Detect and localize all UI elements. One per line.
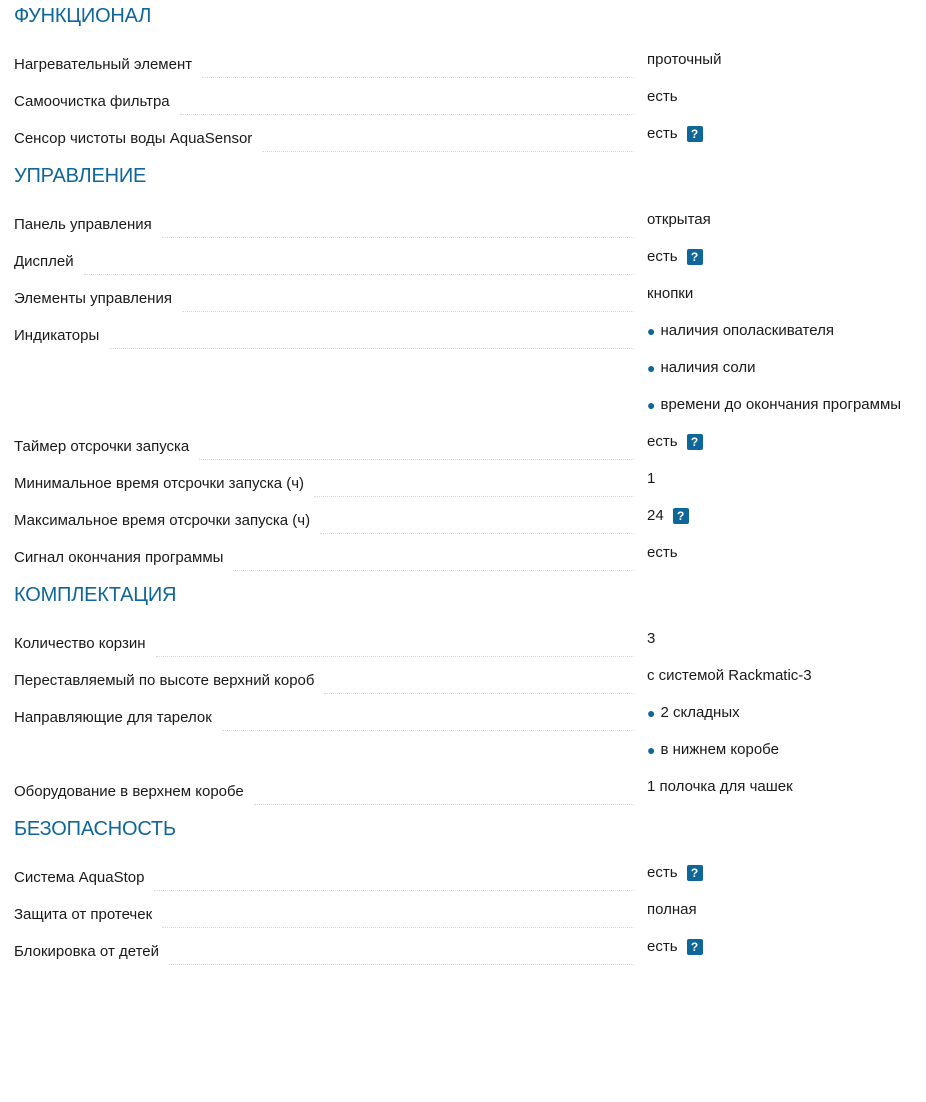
- spec-value: 1: [647, 470, 656, 487]
- help-icon[interactable]: ?: [687, 249, 703, 265]
- dotted-leader: [109, 347, 634, 349]
- spec-label-wrap: [14, 628, 634, 665]
- spec-value-column: [647, 702, 926, 776]
- spec-value: с системой Rackmatic-3: [647, 667, 812, 684]
- help-icon[interactable]: ?: [687, 434, 703, 450]
- spec-rows: [14, 209, 926, 579]
- spec-value: времени до окончания программы: [660, 396, 902, 413]
- spec-value: есть: [647, 864, 678, 881]
- spec-value: есть: [647, 125, 678, 142]
- bullet-icon: ●: [647, 704, 656, 721]
- dotted-leader: [180, 113, 634, 115]
- spec-section: [14, 813, 926, 973]
- dotted-leader: [84, 273, 634, 275]
- section-title: УПРАВЛЕНИЕ: [14, 165, 147, 187]
- spec-value-line: [647, 657, 926, 694]
- spec-value: в нижнем коробе: [660, 741, 779, 758]
- spec-label: Направляющие для тарелок: [14, 709, 222, 727]
- spec-value-line: [647, 534, 926, 571]
- spec-value: открытая: [647, 211, 711, 228]
- spec-value-line: [647, 854, 926, 891]
- spec-label: Количество корзин: [14, 635, 156, 653]
- spec-label-wrap: [14, 49, 634, 86]
- spec-label: Элементы управления: [14, 290, 182, 308]
- bullet-icon: ●: [647, 396, 656, 413]
- spec-label-wrap: [14, 862, 634, 899]
- spec-label: Индикаторы: [14, 327, 109, 345]
- spec-value: кнопки: [647, 285, 694, 302]
- spec-row: [14, 320, 926, 431]
- spec-label-wrap: [14, 431, 634, 468]
- help-icon[interactable]: ?: [687, 939, 703, 955]
- spec-label: Переставляемый по высоте верхний короб: [14, 672, 324, 690]
- spec-value-line: [647, 78, 926, 115]
- spec-value-line: [647, 423, 926, 460]
- bullet-icon: ●: [647, 359, 656, 376]
- spec-value: наличия ополаскивателя: [660, 322, 834, 339]
- spec-label-wrap: [14, 468, 634, 505]
- dotted-leader: [199, 458, 634, 460]
- spec-value-line: [647, 620, 926, 657]
- spec-value: 1 полочка для чашек: [647, 778, 793, 795]
- help-icon[interactable]: ?: [687, 126, 703, 142]
- spec-label: Сигнал окончания программы: [14, 549, 233, 567]
- spec-value-line: [647, 201, 926, 238]
- spec-label: Панель управления: [14, 216, 162, 234]
- spec-value: 3: [647, 630, 656, 647]
- spec-value-line: [647, 928, 926, 965]
- spec-label-wrap: [14, 246, 634, 283]
- dotted-leader: [162, 926, 634, 928]
- spec-row: [14, 123, 926, 160]
- spec-value-line: [647, 312, 926, 349]
- spec-row: [14, 702, 926, 776]
- spec-value: 2 складных: [660, 704, 740, 721]
- dotted-leader: [324, 692, 634, 694]
- spec-value: 24: [647, 507, 664, 524]
- spec-label-wrap: [14, 505, 634, 542]
- dotted-leader: [320, 532, 634, 534]
- spec-label: Блокировка от детей: [14, 943, 169, 961]
- spec-value: есть: [647, 88, 678, 105]
- spec-value-line: [647, 238, 926, 275]
- spec-label-wrap: [14, 320, 634, 357]
- section-title: ФУНКЦИОНАЛ: [14, 5, 152, 27]
- spec-value-line: [647, 386, 926, 423]
- dotted-leader: [154, 889, 634, 891]
- spec-label: Нагревательный элемент: [14, 56, 202, 74]
- spec-value-column: [647, 776, 926, 813]
- spec-label-wrap: [14, 702, 634, 739]
- spec-value: есть: [647, 248, 678, 265]
- section-title: КОМПЛЕКТАЦИЯ: [14, 584, 177, 606]
- spec-value: полная: [647, 901, 697, 918]
- spec-value-line: [647, 41, 926, 78]
- dotted-leader: [314, 495, 634, 497]
- spec-rows: [14, 628, 926, 813]
- spec-value-column: [647, 542, 926, 579]
- spec-value-line: [647, 115, 926, 152]
- spec-label-wrap: [14, 665, 634, 702]
- section-title: БЕЗОПАСНОСТЬ: [14, 818, 176, 840]
- spec-value-line: [647, 275, 926, 312]
- spec-value-line: [647, 891, 926, 928]
- bullet-icon: ●: [647, 322, 656, 339]
- spec-label: Самоочистка фильтра: [14, 93, 180, 111]
- spec-label-wrap: [14, 86, 634, 123]
- spec-value-line: [647, 768, 926, 805]
- spec-label: Защита от протечек: [14, 906, 162, 924]
- dotted-leader: [262, 150, 634, 152]
- spec-value: проточный: [647, 51, 722, 68]
- spec-label: Система AquaStop: [14, 869, 154, 887]
- help-icon[interactable]: ?: [673, 508, 689, 524]
- spec-value: есть: [647, 544, 678, 561]
- spec-value: есть: [647, 938, 678, 955]
- spec-label: Оборудование в верхнем коробе: [14, 783, 254, 801]
- spec-label-wrap: [14, 542, 634, 579]
- dotted-leader: [156, 655, 634, 657]
- spec-value-line: [647, 497, 926, 534]
- help-icon[interactable]: ?: [687, 865, 703, 881]
- spec-value-column: [647, 320, 926, 431]
- spec-value: наличия соли: [660, 359, 756, 376]
- spec-label-wrap: [14, 283, 634, 320]
- spec-value: есть: [647, 433, 678, 450]
- dotted-leader: [162, 236, 634, 238]
- spec-row: [14, 936, 926, 973]
- spec-value-column: [647, 936, 926, 973]
- spec-label-wrap: [14, 776, 634, 813]
- spec-value-line: [647, 460, 926, 497]
- spec-value-line: [647, 349, 926, 386]
- spec-label-wrap: [14, 123, 634, 160]
- spec-label: Таймер отсрочки запуска: [14, 438, 199, 456]
- spec-section: [14, 160, 926, 579]
- spec-label: Минимальное время отсрочки запуска (ч): [14, 475, 314, 493]
- spec-label: Дисплей: [14, 253, 84, 271]
- dotted-leader: [233, 569, 634, 571]
- dotted-leader: [222, 729, 634, 731]
- spec-label-wrap: [14, 936, 634, 973]
- dotted-leader: [169, 963, 634, 965]
- spec-label: Сенсор чистоты воды AquaSensor: [14, 130, 262, 148]
- dotted-leader: [202, 76, 634, 78]
- dotted-leader: [254, 803, 634, 805]
- spec-section: [14, 579, 926, 813]
- spec-value-column: [647, 123, 926, 160]
- spec-label-wrap: [14, 209, 634, 246]
- spec-rows: [14, 49, 926, 160]
- spec-label: Максимальное время отсрочки запуска (ч): [14, 512, 320, 530]
- spec-section: [14, 0, 926, 160]
- spec-value-line: [647, 731, 926, 768]
- spec-label-wrap: [14, 899, 634, 936]
- spec-row: [14, 776, 926, 813]
- spec-value-line: [647, 694, 926, 731]
- dotted-leader: [182, 310, 634, 312]
- spec-row: [14, 542, 926, 579]
- spec-rows: [14, 862, 926, 973]
- bullet-icon: ●: [647, 741, 656, 758]
